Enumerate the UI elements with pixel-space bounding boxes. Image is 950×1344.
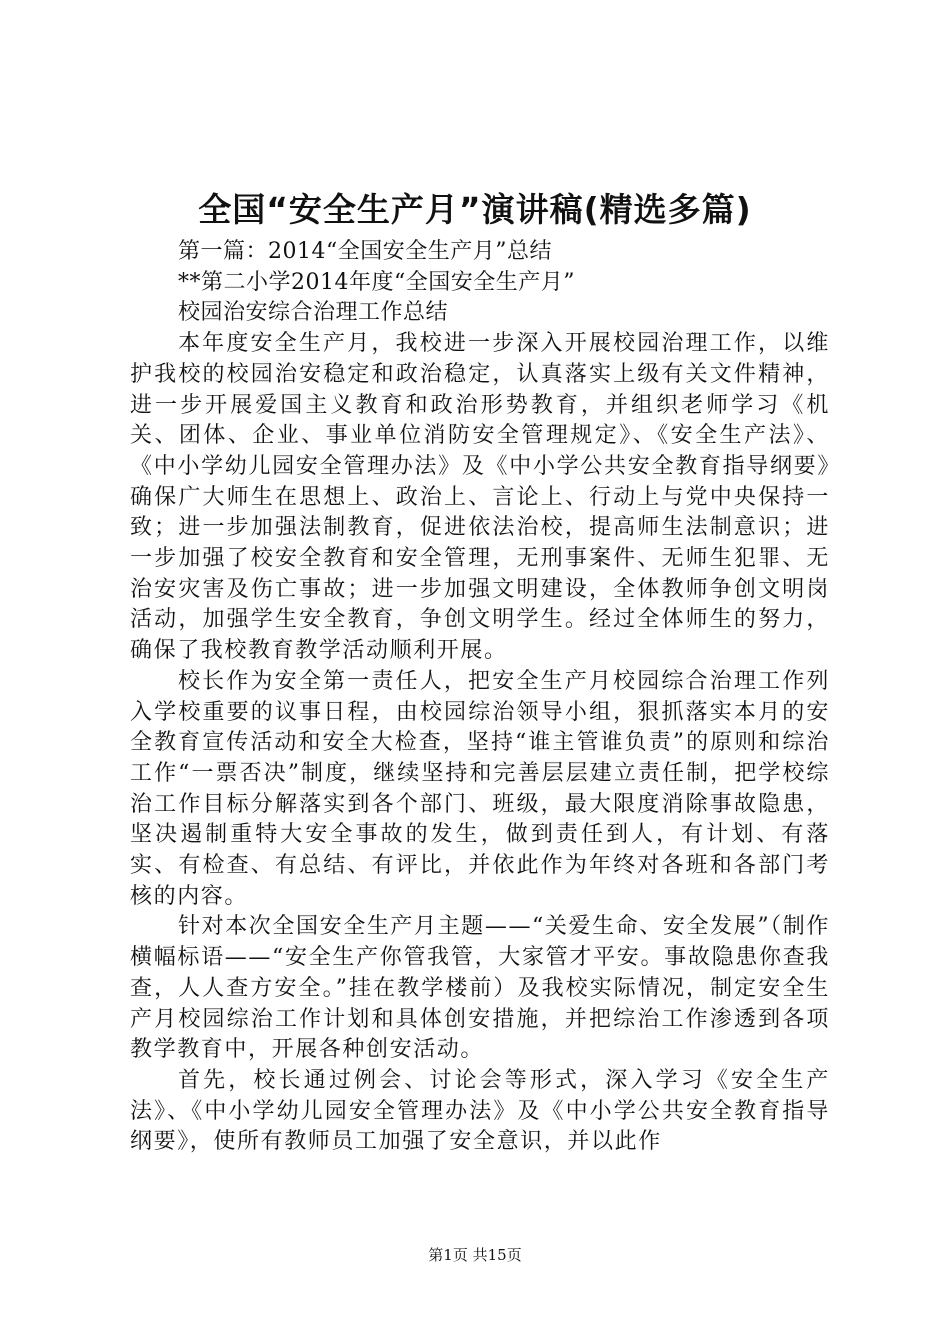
report-title-line-2: 校园治安综合治理工作总结 (178, 300, 449, 326)
paragraph: 首先，校长通过例会、讨论会等形式，深入学习《安全生产法》、《中小学幼儿园安全管理办法》及《中小学公共安全教育指导纲要》，使所有教师员工加强了安全意识，并以此作 (130, 1067, 830, 1155)
paragraph: 校长作为安全第一责任人，把安全生产月校园综合治理工作列入学校重要的议事日程，由校园综治领导小组，狠抓落实本月的安全教育宣传活动和安全大检查，坚持“谁主管谁负责”的原则和综治工作“一票否决”制度，继续坚持和完善层层建立责任制，把学校综治工作目标分解落实到各个部门、班级，最大限度消除事故隐患，坚决遏制重特大安全事故的发生，做到责任到人，有计划、有落实、有检查、有总结、有评比，并依此作为年终对各班和各部门考核的内容。 (130, 668, 830, 909)
paragraph: 针对本次全国安全生产月主题——“关爱生命、安全发展”（制作横幅标语——“安全生产你管我管，大家管才平安。事故隐患你查我查，人人查方安全。”挂在教学楼前）及我校实际情况，制定安全生产月校园综治工作计划和具体创安措施，并把综治工作渗透到各项教学教育中，开展各种创安活动。 (130, 914, 830, 1063)
document-title: 全国“安全生产月”演讲稿(精选多篇) (198, 190, 752, 229)
report-title-line-1: **第二小学2014年度“全国安全生产月” (178, 269, 575, 295)
paragraph: 本年度安全生产月，我校进一步深入开展校园治理工作，以维护我校的校园治安稳定和政治稳定，认真落实上级有关文件精神，进一步开展爱国主义教育和政治形势教育，并组织老师学习《机关、团体、企业、事业单位消防安全管理规定》、《安全生产法》、《中小学幼儿园安全管理办法》及《中小学公共安全教育指导纲要》确保广大师生在思想上、政治上、言论上、行动上与党中央保持一致；进一步加强法制教育，促进依法治校，提高师生法制意识；进一步加强了校安全教育和安全管理，无刑事案件、无师生犯罪、无治安灾害及伤亡事故；进一步加强文明建设，全体教师争创文明岗活动，加强学生安全教育，争创文明学生。经过全体师生的努力，确保了我校教育教学活动顺利开展。 (130, 331, 830, 664)
section-heading: 第一篇：2014“全国安全生产月”总结 (178, 239, 552, 264)
page-number-footer: 第1页 共15页 (428, 1246, 522, 1264)
document-body (130, 237, 830, 1158)
